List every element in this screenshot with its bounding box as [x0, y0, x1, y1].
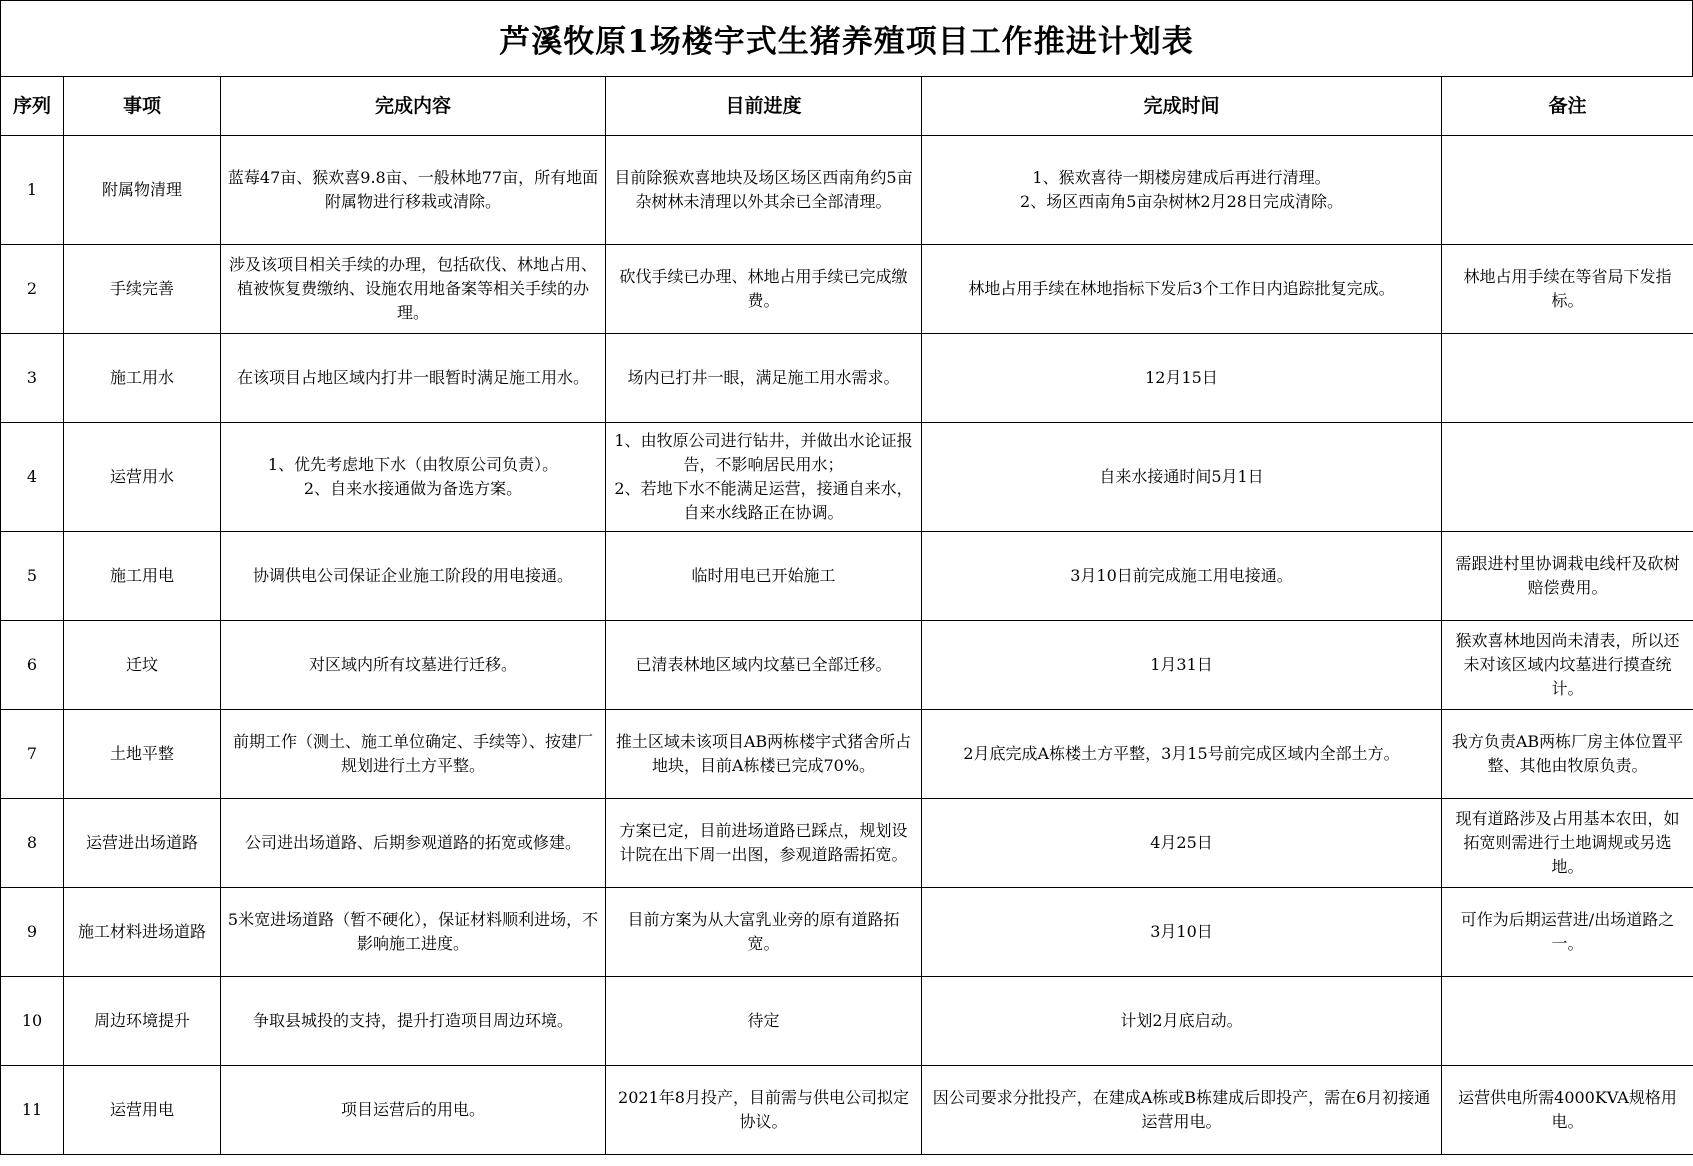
- cell-item: 施工材料进场道路: [64, 888, 221, 977]
- table-row: [1, 245, 1693, 334]
- cell-item: 附属物清理: [64, 136, 221, 245]
- cell-remark: [1442, 977, 1693, 1066]
- header-content: 完成内容: [221, 77, 606, 136]
- table-row: [1, 888, 1693, 977]
- cell-seq: 8: [1, 799, 64, 888]
- cell-content: 公司进出场道路、后期参观道路的拓宽或修建。: [221, 799, 606, 888]
- cell-progress: 场内已打井一眼，满足施工用水需求。: [606, 334, 922, 423]
- cell-seq: 6: [1, 621, 64, 710]
- cell-remark: [1442, 334, 1693, 423]
- cell-progress: 2021年8月投产，目前需与供电公司拟定协议。: [606, 1066, 922, 1155]
- table-row: [1, 532, 1693, 621]
- cell-content: 对区域内所有坟墓进行迁移。: [221, 621, 606, 710]
- cell-seq: 4: [1, 423, 64, 532]
- cell-item: 运营用水: [64, 423, 221, 532]
- cell-item: 手续完善: [64, 245, 221, 334]
- header-progress: 目前进度: [606, 77, 922, 136]
- cell-content: 协调供电公司保证企业施工阶段的用电接通。: [221, 532, 606, 621]
- cell-seq: 10: [1, 977, 64, 1066]
- cell-remark: 需跟进村里协调栽电线杆及砍树赔偿费用。: [1442, 532, 1693, 621]
- cell-remark: 林地占用手续在等省局下发指标。: [1442, 245, 1693, 334]
- cell-item: 运营进出场道路: [64, 799, 221, 888]
- cell-time: 12月15日: [922, 334, 1442, 423]
- header-time: 完成时间: [922, 77, 1442, 136]
- cell-progress: 1、由牧原公司进行钻井，并做出水论证报告，不影响居民用水； 2、若地下水不能满足运营，接通自来水，自来水线路正在协调。: [606, 423, 922, 532]
- cell-remark: [1442, 136, 1693, 245]
- cell-remark: 现有道路涉及占用基本农田，如拓宽则需进行土地调规或另选地。: [1442, 799, 1693, 888]
- cell-item: 运营用电: [64, 1066, 221, 1155]
- table-row: [1, 1066, 1693, 1155]
- table-row: [1, 977, 1693, 1066]
- cell-time: 1、猴欢喜待一期楼房建成后再进行清理。 2、场区西南角5亩杂树林2月28日完成清除。: [922, 136, 1442, 245]
- header-item: 事项: [64, 77, 221, 136]
- cell-remark: [1442, 423, 1693, 532]
- cell-progress: 临时用电已开始施工: [606, 532, 922, 621]
- table-row: [1, 423, 1693, 532]
- cell-progress: 方案已定，目前进场道路已踩点，规划设计院在出下周一出图，参观道路需拓宽。: [606, 799, 922, 888]
- cell-progress: 推土区域未该项目AB两栋楼宇式猪舍所占地块，目前A栋楼已完成70%。: [606, 710, 922, 799]
- table-row: [1, 334, 1693, 423]
- cell-item: 施工用电: [64, 532, 221, 621]
- cell-content: 1、优先考虑地下水（由牧原公司负责）。 2、自来水接通做为备选方案。: [221, 423, 606, 532]
- header-row: [1, 77, 1693, 136]
- cell-content: 争取县城投的支持，提升打造项目周边环境。: [221, 977, 606, 1066]
- table-row: [1, 621, 1693, 710]
- cell-remark: 运营供电所需4000KVA规格用电。: [1442, 1066, 1693, 1155]
- cell-progress: 已清表林地区域内坟墓已全部迁移。: [606, 621, 922, 710]
- sheet-title: 芦溪牧原1场楼宇式生猪养殖项目工作推进计划表: [0, 0, 1693, 76]
- cell-seq: 9: [1, 888, 64, 977]
- cell-seq: 2: [1, 245, 64, 334]
- cell-content: 项目运营后的用电。: [221, 1066, 606, 1155]
- cell-progress: 砍伐手续已办理、林地占用手续已完成缴费。: [606, 245, 922, 334]
- cell-time: 3月10日: [922, 888, 1442, 977]
- cell-progress: 目前方案为从大富乳业旁的原有道路拓宽。: [606, 888, 922, 977]
- table-row: [1, 799, 1693, 888]
- cell-remark: 猴欢喜林地因尚未清表，所以还未对该区域内坟墓进行摸查统计。: [1442, 621, 1693, 710]
- cell-item: 土地平整: [64, 710, 221, 799]
- cell-time: 3月10日前完成施工用电接通。: [922, 532, 1442, 621]
- cell-time: 2月底完成A栋楼土方平整，3月15号前完成区域内全部土方。: [922, 710, 1442, 799]
- cell-seq: 11: [1, 1066, 64, 1155]
- cell-progress: 待定: [606, 977, 922, 1066]
- table-row: [1, 710, 1693, 799]
- cell-remark: 我方负责AB两栋厂房主体位置平整、其他由牧原负责。: [1442, 710, 1693, 799]
- cell-content: 蓝莓47亩、猴欢喜9.8亩、一般林地77亩，所有地面附属物进行移栽或清除。: [221, 136, 606, 245]
- table-row: [1, 136, 1693, 245]
- cell-item: 周边环境提升: [64, 977, 221, 1066]
- header-seq: 序列: [1, 77, 64, 136]
- cell-progress: 目前除猴欢喜地块及场区场区西南角约5亩杂树林未清理以外其余已全部清理。: [606, 136, 922, 245]
- cell-time: 自来水接通时间5月1日: [922, 423, 1442, 532]
- cell-time: 计划2月底启动。: [922, 977, 1442, 1066]
- cell-time: 1月31日: [922, 621, 1442, 710]
- cell-content: 前期工作（测土、施工单位确定、手续等）、按建厂规划进行土方平整。: [221, 710, 606, 799]
- cell-time: 因公司要求分批投产，在建成A栋或B栋建成后即投产，需在6月初接通运营用电。: [922, 1066, 1442, 1155]
- cell-content: 涉及该项目相关手续的办理，包括砍伐、林地占用、植被恢复费缴纳、设施农用地备案等相关手续的办理。: [221, 245, 606, 334]
- header-remark: 备注: [1442, 77, 1693, 136]
- cell-seq: 3: [1, 334, 64, 423]
- cell-remark: 可作为后期运营进/出场道路之一。: [1442, 888, 1693, 977]
- cell-content: 在该项目占地区域内打井一眼暂时满足施工用水。: [221, 334, 606, 423]
- plan-table: [0, 76, 1693, 1155]
- cell-time: 林地占用手续在林地指标下发后3个工作日内追踪批复完成。: [922, 245, 1442, 334]
- cell-item: 迁坟: [64, 621, 221, 710]
- cell-seq: 1: [1, 136, 64, 245]
- cell-item: 施工用水: [64, 334, 221, 423]
- cell-time: 4月25日: [922, 799, 1442, 888]
- cell-content: 5米宽进场道路（暂不硬化），保证材料顺利进场，不影响施工进度。: [221, 888, 606, 977]
- cell-seq: 7: [1, 710, 64, 799]
- cell-seq: 5: [1, 532, 64, 621]
